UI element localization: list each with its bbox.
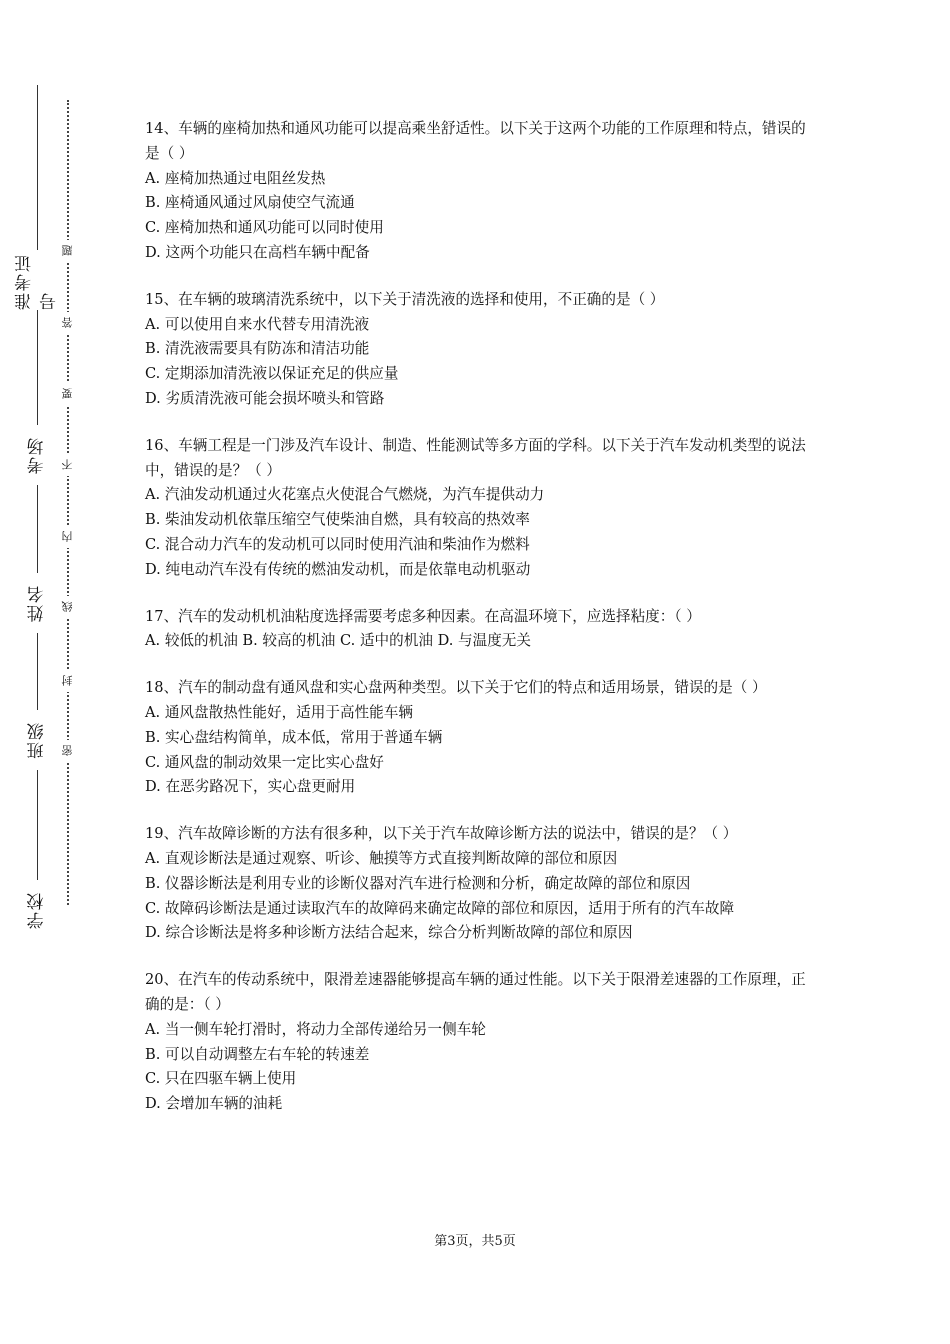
- question-list: [145, 117, 815, 1139]
- option-c: C. 座椅加热和通风功能可以同时使用: [145, 219, 384, 237]
- question-stem: 15、在车辆的玻璃清洗系统中，以下关于清洗液的选择和使用，不正确的是（ ）: [145, 290, 665, 308]
- option-b: B. 清洗液需要具有防冻和清洁功能: [145, 340, 370, 358]
- option-b: B. 实心盘结构简单，成本低，常用于普通车辆: [145, 728, 443, 746]
- exam-room-label: 考场: [20, 425, 54, 485]
- option-b: B. 柴油发动机依靠压缩空气使柴油自燃，具有较高的热效率: [145, 511, 530, 529]
- question-17: [145, 605, 815, 655]
- binding-margin: [0, 0, 120, 1344]
- option-c: C. 通风盘的制动效果一定比实心盘好: [145, 753, 384, 771]
- seal-char: 不: [58, 454, 78, 476]
- option-d: D. 在恶劣路况下，实心盘更耐用: [145, 778, 356, 796]
- question-18: [145, 676, 815, 800]
- option-d: D. 这两个功能只在高档车辆中配备: [145, 243, 370, 261]
- option-a: A. 通风盘散热性能好，适用于高性能车辆: [145, 703, 413, 721]
- option-c: C. 故障码诊断法是通过读取汽车的故障码来确定故障的部位和原因，适用于所有的汽车故障: [145, 899, 735, 917]
- option-a: A. 当一侧车轮打滑时，将动力全部传递给另一侧车轮: [145, 1020, 486, 1038]
- option-a: A. 座椅加热通过电阻丝发热: [145, 169, 326, 187]
- option-b: B. 可以自动调整左右车轮的转速差: [145, 1045, 370, 1063]
- seal-dotted-line: [67, 100, 69, 905]
- school-label: 学校: [20, 880, 54, 940]
- question-20: [145, 968, 815, 1117]
- seal-char: 线: [58, 596, 78, 618]
- page-footer: 第3页，共5页: [434, 1234, 516, 1249]
- fill-in-line: [37, 85, 38, 925]
- seal-char: 题: [58, 240, 78, 262]
- option-a: A. 可以使用自来水代替专用清洗液: [145, 315, 370, 333]
- seal-char: 封: [58, 670, 78, 692]
- option-d: D. 会增加车辆的油耗: [145, 1095, 283, 1113]
- question-14: [145, 117, 815, 266]
- question-15: [145, 288, 815, 412]
- question-stem: 17、汽车的发动机机油粘度选择需要考虑多种因素。在高温环境下，应选择粘度：（ ）: [145, 607, 701, 625]
- question-stem: 20、在汽车的传动系统中，限滑差速器能够提高车辆的通过性能。以下关于限滑差速器的工作原理，正确的是：（ ）: [145, 971, 806, 1013]
- question-16: [145, 434, 815, 583]
- question-stem: 14、车辆的座椅加热和通风功能可以提高乘坐舒适性。以下关于这两个功能的工作原理和特点，错误的是（ ）: [145, 120, 806, 162]
- option-b: B. 仪器诊断法是利用专业的诊断仪器对汽车进行检测和分析，确定故障的部位和原因: [145, 874, 691, 892]
- option-c: C. 定期添加清洗液以保证充足的供应量: [145, 365, 399, 383]
- option-c: C. 只在四驱车辆上使用: [145, 1070, 297, 1088]
- option-a: A. 直观诊断法是通过观察、听诊、触摸等方式直接判断故障的部位和原因: [145, 849, 618, 867]
- question-19: [145, 822, 815, 946]
- option-d: D. 纯电动汽车没有传统的燃油发动机，而是依靠电动机驱动: [145, 560, 531, 578]
- seal-char: 要: [58, 383, 78, 405]
- seal-char: 内: [58, 526, 78, 548]
- question-stem: 18、汽车的制动盘有通风盘和实心盘两种类型。以下关于它们的特点和适用场景，错误的是（ ）: [145, 679, 767, 697]
- option-c: C. 混合动力汽车的发动机可以同时使用汽油和柴油作为燃料: [145, 535, 530, 553]
- class-label: 班级: [20, 710, 54, 770]
- option-line: A. 较低的机油 B. 较高的机油 C. 适中的机油 D. 与温度无关: [145, 632, 531, 650]
- option-d: D. 综合诊断法是将多种诊断方法结合起来，综合分析判断故障的部位和原因: [145, 924, 633, 942]
- seal-char: 答: [58, 312, 78, 334]
- exam-number-label: 准考证号: [20, 250, 54, 310]
- option-d: D. 劣质清洗液可能会损坏喷头和管路: [145, 389, 385, 407]
- seal-char: 密: [58, 740, 78, 762]
- name-label: 姓名: [20, 573, 54, 633]
- question-stem: 19、汽车故障诊断的方法有很多种，以下关于汽车故障诊断方法的说法中，错误的是？（ ）: [145, 825, 738, 843]
- question-stem: 16、车辆工程是一门涉及汽车设计、制造、性能测试等多方面的学科。以下关于汽车发动机类型的说法中，错误的是？（ ）: [145, 436, 806, 479]
- option-a: A. 汽油发动机通过火花塞点火使混合气燃烧，为汽车提供动力: [145, 486, 545, 504]
- option-b: B. 座椅通风通过风扇使空气流通: [145, 194, 355, 212]
